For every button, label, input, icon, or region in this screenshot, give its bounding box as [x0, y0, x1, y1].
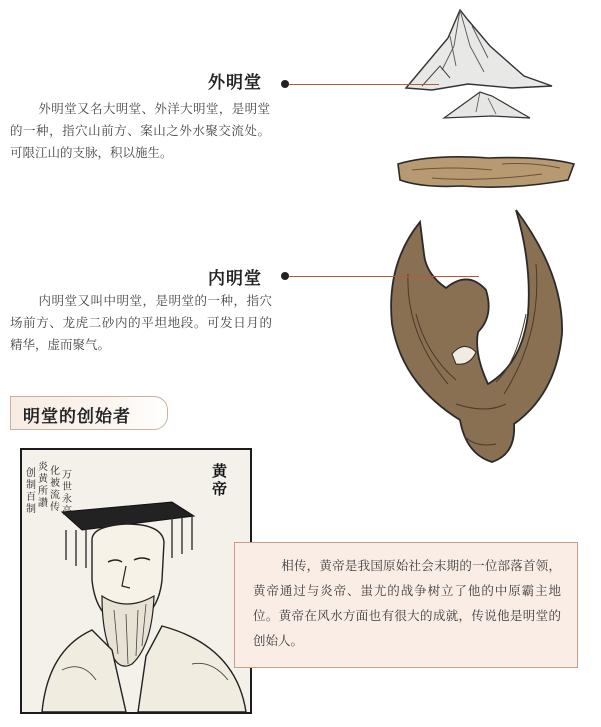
- huangdi-portrait: [20, 448, 252, 714]
- huangdi-caption-box: [234, 542, 578, 668]
- inner-hall-dot: [281, 272, 289, 280]
- outer-hall-text: [10, 98, 270, 164]
- portrait-inscription-2: 创制百制: [26, 468, 36, 515]
- inner-hall-title: 内明堂: [208, 269, 262, 289]
- outer-hall-title: 外明堂: [208, 73, 262, 93]
- founder-section-heading: [10, 396, 168, 430]
- mountain-illustration: [392, 6, 560, 126]
- portrait-inscription-3: 化被流传: [50, 466, 60, 513]
- portrait-name-label: 黄帝: [212, 462, 228, 498]
- outer-hall-text-content: 外明堂又名大明堂、外洋大明堂，是明堂的一种，指穴山前方、案山之外水聚交流处。可限江山的支脉，积以施生。: [10, 101, 270, 160]
- outer-hall-dot: [281, 80, 289, 88]
- inner-hall-leader: [289, 276, 479, 277]
- inner-hall-text-content: 内明堂又叫中明堂，是明堂的一种，指穴场前方、龙虎二砂内的平坦地段。可发日月的精华，虚而聚气。: [10, 293, 272, 352]
- portrait-inscription-1: 炎黄所讃: [38, 462, 48, 509]
- portrait-inscription-4: 万世永高: [62, 470, 72, 517]
- huangdi-caption: [253, 553, 561, 653]
- dragon-tiger-sand-illustration: [356, 204, 576, 468]
- inner-hall-text: [10, 290, 272, 356]
- huangdi-caption-text: 相传，黄帝是我国原始社会末期的一位部落首领，黄帝通过与炎帝、蚩尤的战争树立了他的中原霸主地位。黄帝在风水方面也有很大的成就，传说他是明堂的创始人。: [253, 558, 561, 648]
- stone-slab-illustration: [392, 152, 580, 194]
- founder-heading-text: 明堂的创始者: [23, 407, 131, 427]
- outer-hall-leader: [289, 84, 439, 85]
